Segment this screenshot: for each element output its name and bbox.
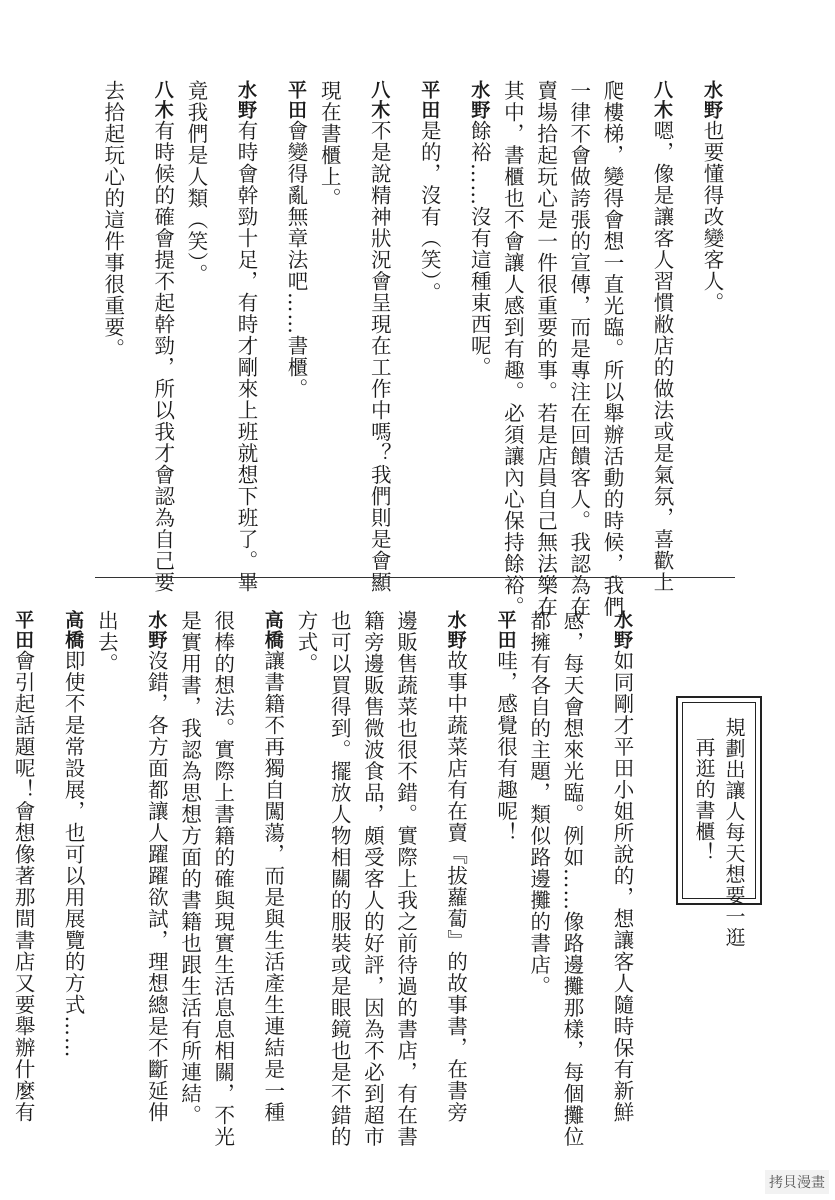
- line-text: 竟我們是人類（笑）。: [183, 80, 208, 285]
- dialogue-line: [595, 80, 628, 618]
- speaker-label: 平田: [12, 610, 35, 650]
- speaker-label: 平田: [418, 80, 441, 120]
- dialogue-line: [96, 80, 129, 560]
- dialogue-line: [445, 80, 495, 560]
- watermark: 拷貝漫畫: [765, 1170, 829, 1194]
- section-divider: [95, 577, 735, 578]
- speaker-label: 八木: [151, 80, 174, 120]
- line-text: 邊販售蔬菜也很不錯。實際上我之前待過的書店，有在書: [393, 610, 418, 1148]
- speaker-label: 水野: [468, 80, 491, 120]
- line-text: 有時會幹勁十足，有時才剛來上班就想下班了。畢: [233, 120, 258, 593]
- speaker-label: 八木: [651, 80, 673, 120]
- dialogue-line: [129, 80, 179, 593]
- dialogue-line: [122, 610, 172, 1123]
- dialogue-line: [588, 610, 638, 1123]
- line-text: 賣場拾起玩心是一件很重要的事。若是店員自己無法樂在: [533, 80, 558, 618]
- dialogue-line: [89, 610, 122, 1100]
- line-text: 也要懂得改變客人。: [700, 120, 724, 314]
- dialogue-line: [322, 610, 355, 1148]
- line-text: 其中，書櫃也不會讓人感到有趣。必須讓內心保持餘裕。: [500, 80, 525, 618]
- dialogue-line: [388, 610, 421, 1148]
- line-text: 如同剛才平田小姐所說的，想讓客人隨時保有新鮮: [610, 650, 634, 1123]
- line-text: 不是說精神狀況會呈現在工作中嗎？我們則是會顯: [367, 120, 392, 593]
- dialogue-line: [495, 80, 528, 618]
- headline-line-2: 再逛的書櫃！: [692, 737, 716, 863]
- line-text: 很棒的想法。實際上書籍的確與現實生活息息相關，不光: [210, 610, 235, 1148]
- dialogue-line: [206, 610, 239, 1148]
- line-text: 出去。: [94, 610, 119, 675]
- speaker-label: 平田: [494, 610, 517, 650]
- dialogue-line: [312, 80, 345, 560]
- line-text: 會引起話題呢！會想像著那間書店又要舉辦什麼有: [11, 650, 36, 1123]
- speaker-label: 高橋: [62, 610, 85, 650]
- line-text: 籍旁邊販售微波食品，頗受客人的好評，因為不必到超市: [360, 610, 385, 1148]
- dialogue-line: [678, 80, 728, 560]
- dialogue-line: [0, 610, 39, 1123]
- dialogue-line: [555, 610, 588, 1148]
- dialogue-line: [355, 610, 388, 1148]
- line-text: 嗯，像是讓客人習慣敝店的做法或是氣氛，喜歡上: [650, 120, 674, 593]
- line-text: 去拾起玩心的這件事很重要。: [100, 80, 125, 360]
- dialogue-line: [262, 80, 312, 560]
- line-text: 爬樓梯，變得會想一直光臨。所以舉辦活動的時候，我們: [600, 80, 624, 618]
- dialogue-line: [172, 610, 205, 1126]
- line-text: 有時候的確會提不起幹勁，所以我才會認為自己要: [150, 120, 175, 593]
- line-text: 都擁有各自的主題，類似路邊攤的書店。: [526, 610, 551, 997]
- dialogue-line: [212, 80, 262, 593]
- dialogue-line: [239, 610, 289, 1123]
- speaker-label: 平田: [284, 80, 307, 120]
- line-text: 會變得亂無章法吧……書櫃。: [283, 120, 308, 400]
- top-dialogue: [98, 80, 728, 618]
- line-text: 方式。: [293, 610, 318, 675]
- dialogue-line: [179, 80, 212, 560]
- speaker-label: 水野: [701, 80, 723, 120]
- line-text: 沒錯，各方面都讓人躍躍欲試，理想總是不斷延伸: [144, 650, 169, 1123]
- dialogue-line: [289, 610, 322, 1100]
- bottom-dialogue: [11, 610, 638, 1148]
- line-text: 即使不是常設展，也可以用展覽的方式……: [61, 650, 86, 1059]
- speaker-label: 水野: [611, 610, 633, 650]
- line-text: 是的，沒有（笑）。: [417, 120, 442, 304]
- line-text: 一律不會做誇張的宣傳，而是專注在回饋客人。我認為在: [566, 80, 591, 618]
- line-text: 故事中蔬菜店有在賣『拔蘿蔔』的故事書，在書旁: [443, 650, 468, 1123]
- dialogue-line: [522, 610, 555, 1100]
- dialogue-line: [395, 80, 445, 560]
- speaker-label: 水野: [145, 610, 168, 650]
- dialogue-line: [345, 80, 395, 593]
- line-text: 餘裕……沒有這種東西呢。: [467, 120, 492, 378]
- line-text: 是實用書，我認為思想方面的書籍也跟生活有所連結。: [177, 610, 202, 1126]
- line-text: 讓書籍不再獨自闖蕩，而是與生活產生連結是一種: [260, 650, 285, 1123]
- dialogue-line: [39, 610, 89, 1100]
- line-text: 哇，感覺很有趣呢！: [493, 650, 518, 844]
- line-text: 感，每天會想來光臨。例如……像路邊攤那樣，每個攤位: [560, 610, 584, 1148]
- dialogue-line: [472, 610, 522, 1100]
- speaker-label: 八木: [368, 80, 391, 120]
- dialogue-line: [562, 80, 595, 618]
- speaker-label: 高橋: [261, 610, 284, 650]
- speaker-label: 水野: [234, 80, 257, 120]
- line-text: 現在書櫃上。: [317, 80, 342, 209]
- dialogue-line: [628, 80, 678, 593]
- headline: [682, 702, 756, 948]
- headline-line-1: 規劃出讓人每天想要一逛: [722, 717, 746, 948]
- dialogue-line: [422, 610, 472, 1123]
- dialogue-line: [528, 80, 561, 618]
- speaker-label: 水野: [444, 610, 467, 650]
- headline-box: [676, 696, 762, 948]
- line-text: 也可以買得到。擺放人物相關的服裝或是眼鏡也是不錯的: [327, 610, 352, 1148]
